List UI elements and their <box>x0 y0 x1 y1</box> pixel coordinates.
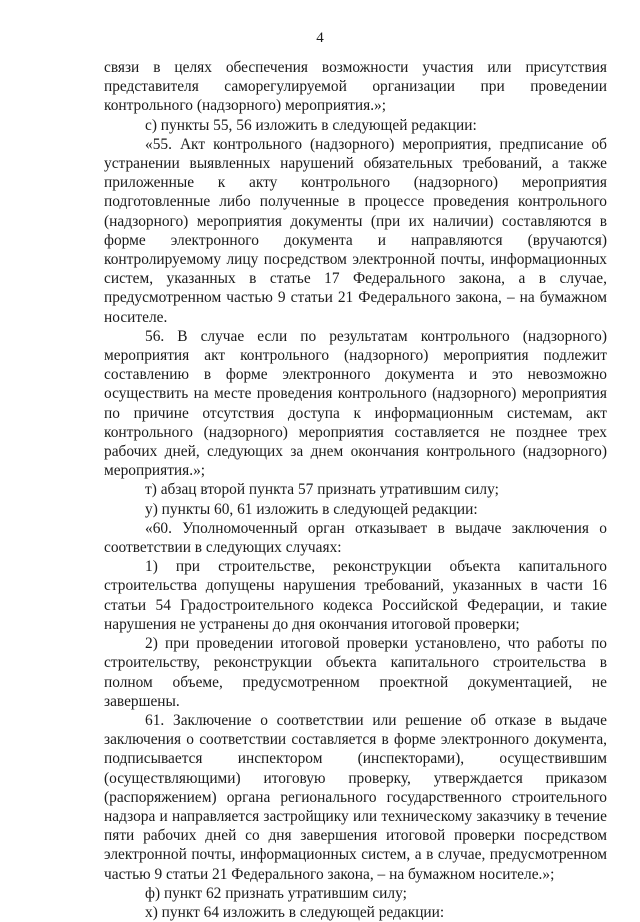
paragraph: связи в целях обеспечения возможности участия или присутствия представителя саморегулируемой организации при проведении контрольного (надзорного) мероприятия.»; <box>104 59 607 115</box>
paragraph: т) абзац второй пункта 57 признать утратившим силу; <box>145 481 499 499</box>
paragraph: 56. В случае если по результатам контрольного (надзорного) мероприятия акт контрольного (надзорного) мероприятия подлежит составлению в форме электронного документа и это невозможно осуществить на месте проведения контрольного (надзорного) мероприятия по причине отсутствия доступа к информационным системам, акт контрольного (надзорного) мероприятия составляется не позднее трех рабочих дней, следующих за днем окончания контрольного (надзорного) мероприятия.»; <box>104 327 607 480</box>
paragraph: «55. Акт контрольного (надзорного) мероприятия, предписание об устранении выявленных нарушений обязательных требований, а также приложенные к акту контрольного (надзорного) мероприятия подготовленные либо полученные в процессе проведения контрольного (надзорного) мероприятия документы (при их наличии) составляются в форме электронного документа и направляются (вручаются) контролируемому лицу посредством электронной почты, информационных систем, указанных в статье 17 Федерального закона, а в случае, предусмотренном частью 9 статьи 21 Федерального закона, – на бумажном носителе. <box>104 135 607 326</box>
document-body <box>104 58 607 922</box>
paragraph: ф) пункт 62 признать утратившим силу; <box>145 884 407 902</box>
paragraph: 61. Заключение о соответствии или решение об отказе в выдаче заключения о соответствии составляется в форме электронного документа, подписывается инспектором (инспекторами), осуществившим (осуществляющими) итоговую проверку, утверждается приказом (распоряжением) органа регионального государственного строительного надзора и направляется застройщику или техническому заказчику в течение пяти рабочих дней со дня завершения итоговой проверки посредством электронной почты, информационных систем, а в случае, предусмотренном частью 9 статьи 21 Федерального закона, – на бумажном носителе.»; <box>104 711 607 883</box>
paragraph: «60. Уполномоченный орган отказывает в выдаче заключения о соответствии в следующих случаях: <box>104 519 607 557</box>
paragraph: с) пункты 55, 56 изложить в следующей редакции: <box>145 116 477 134</box>
paragraph: у) пункты 60, 61 изложить в следующей редакции: <box>145 500 478 518</box>
page-number: 4 <box>316 30 324 46</box>
paragraph: 2) при проведении итоговой проверки установлено, что работы по строительству, реконструкции объекта капитального строительства в полном объеме, предусмотренном проектной документацией, не завершены. <box>104 635 607 710</box>
paragraph: 1) при строительстве, реконструкции объекта капитального строительства допущены нарушения требований, указанных в части 16 статьи 54 Градостроительного кодекса Российской Федерации, и такие нарушения не устранены до дня окончания итоговой проверки; <box>104 558 607 633</box>
paragraph: х) пункт 64 изложить в следующей редакции: <box>145 903 445 921</box>
